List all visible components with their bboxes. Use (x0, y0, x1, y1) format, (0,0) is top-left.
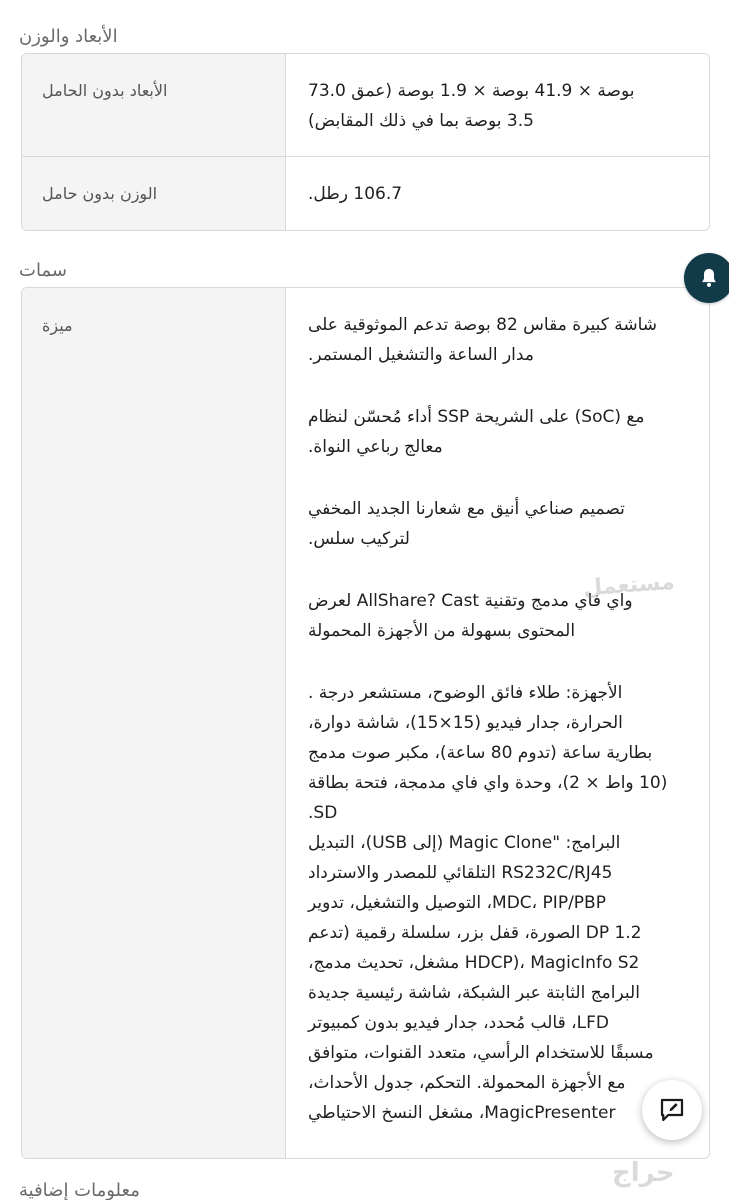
feature-paragraph: الأجهزة: طلاء فائق الوضوح، مستشعر درجة . الحرارة، جدار فيديو (15×15)، شاشة دوارة، بطارية ساعة (تدوم 80 ساعة)، مكبر صوت مدمج (10 واط × 2)، وحدة واي فاي مدمجة، فتحة بطاقة SD. البرامج: "Magic Clone (إلى USB)، التبديل RS232C/RJ45 التلقائي للمصدر والاسترداد MDC، PIP/PBP، التوصيل والتشغيل، تدوير DP 1.2 الصورة، قفل بزر، سلسلة رقمية (تدعم HDCP)، MagicInfo S2 مشغل، تحديث مدمج، البرامج الثابتة عبر الشبكة، شاشة رئيسية جديدة LFD، قالب مُحدد، جدار فيديو بدون كمبيوتر مسبقًا للاستخدام الرأسي، متعدد القنوات، متوافق مع الأجهزة المحمولة. التحكم، جدول الأحداث، MagicPresenter، مشغل النسخ الاحتياطي (308, 683, 668, 1123)
row-label-cell (22, 288, 286, 1158)
section-title-more-info: معلومات إضافية (19, 1180, 140, 1200)
row-label: الأبعاد بدون الحامل (42, 81, 168, 100)
feature-paragraph: شاشة كبيرة مقاس 82 بوصة تدعم الموثوقية على مدار الساعة والتشغيل المستمر. (308, 315, 658, 365)
table-row (22, 156, 709, 231)
dimensions-table (21, 53, 710, 231)
row-label-feature: ميزة (42, 316, 73, 335)
table-row (22, 54, 709, 156)
bell-icon (698, 267, 720, 289)
chat-edit-icon (657, 1095, 687, 1125)
row-value-cell (286, 288, 709, 1158)
feature-paragraph: مع (SoC) على الشريحة SSP أداء مُحسّن لنظام معالج رباعي النواة. (308, 407, 645, 457)
feature-paragraph: واي فاي مدمج وتقنية AllShare? Cast لعرض المحتوى بسهولة من الأجهزة المحمولة (308, 591, 633, 641)
feature-paragraph: تصميم صناعي أنيق مع شعارنا الجديد المخفي لتركيب سلس. (308, 499, 625, 549)
row-label: الوزن بدون حامل (42, 184, 158, 203)
row-value-cell (286, 157, 709, 231)
row-label-cell (22, 157, 286, 231)
section-title-features: سمات (19, 260, 67, 281)
watermark-logo-bottom: حراج (612, 1158, 675, 1188)
section-title-dimensions: الأبعاد والوزن (19, 26, 118, 47)
row-label-cell (22, 54, 286, 156)
notification-bell-button[interactable] (684, 253, 729, 303)
row-value-cell (286, 54, 709, 156)
chat-button[interactable] (642, 1080, 702, 1140)
row-value: بوصة × 41.9 بوصة × 1.9 بوصة (عمق 73.0 3.5 بوصة بما في ذلك المقابض) (308, 81, 635, 131)
features-table (21, 287, 710, 1159)
row-value: 106.7 رطل. (308, 184, 403, 204)
table-row (22, 288, 709, 1158)
watermark-logo: مستعمل (582, 569, 676, 602)
